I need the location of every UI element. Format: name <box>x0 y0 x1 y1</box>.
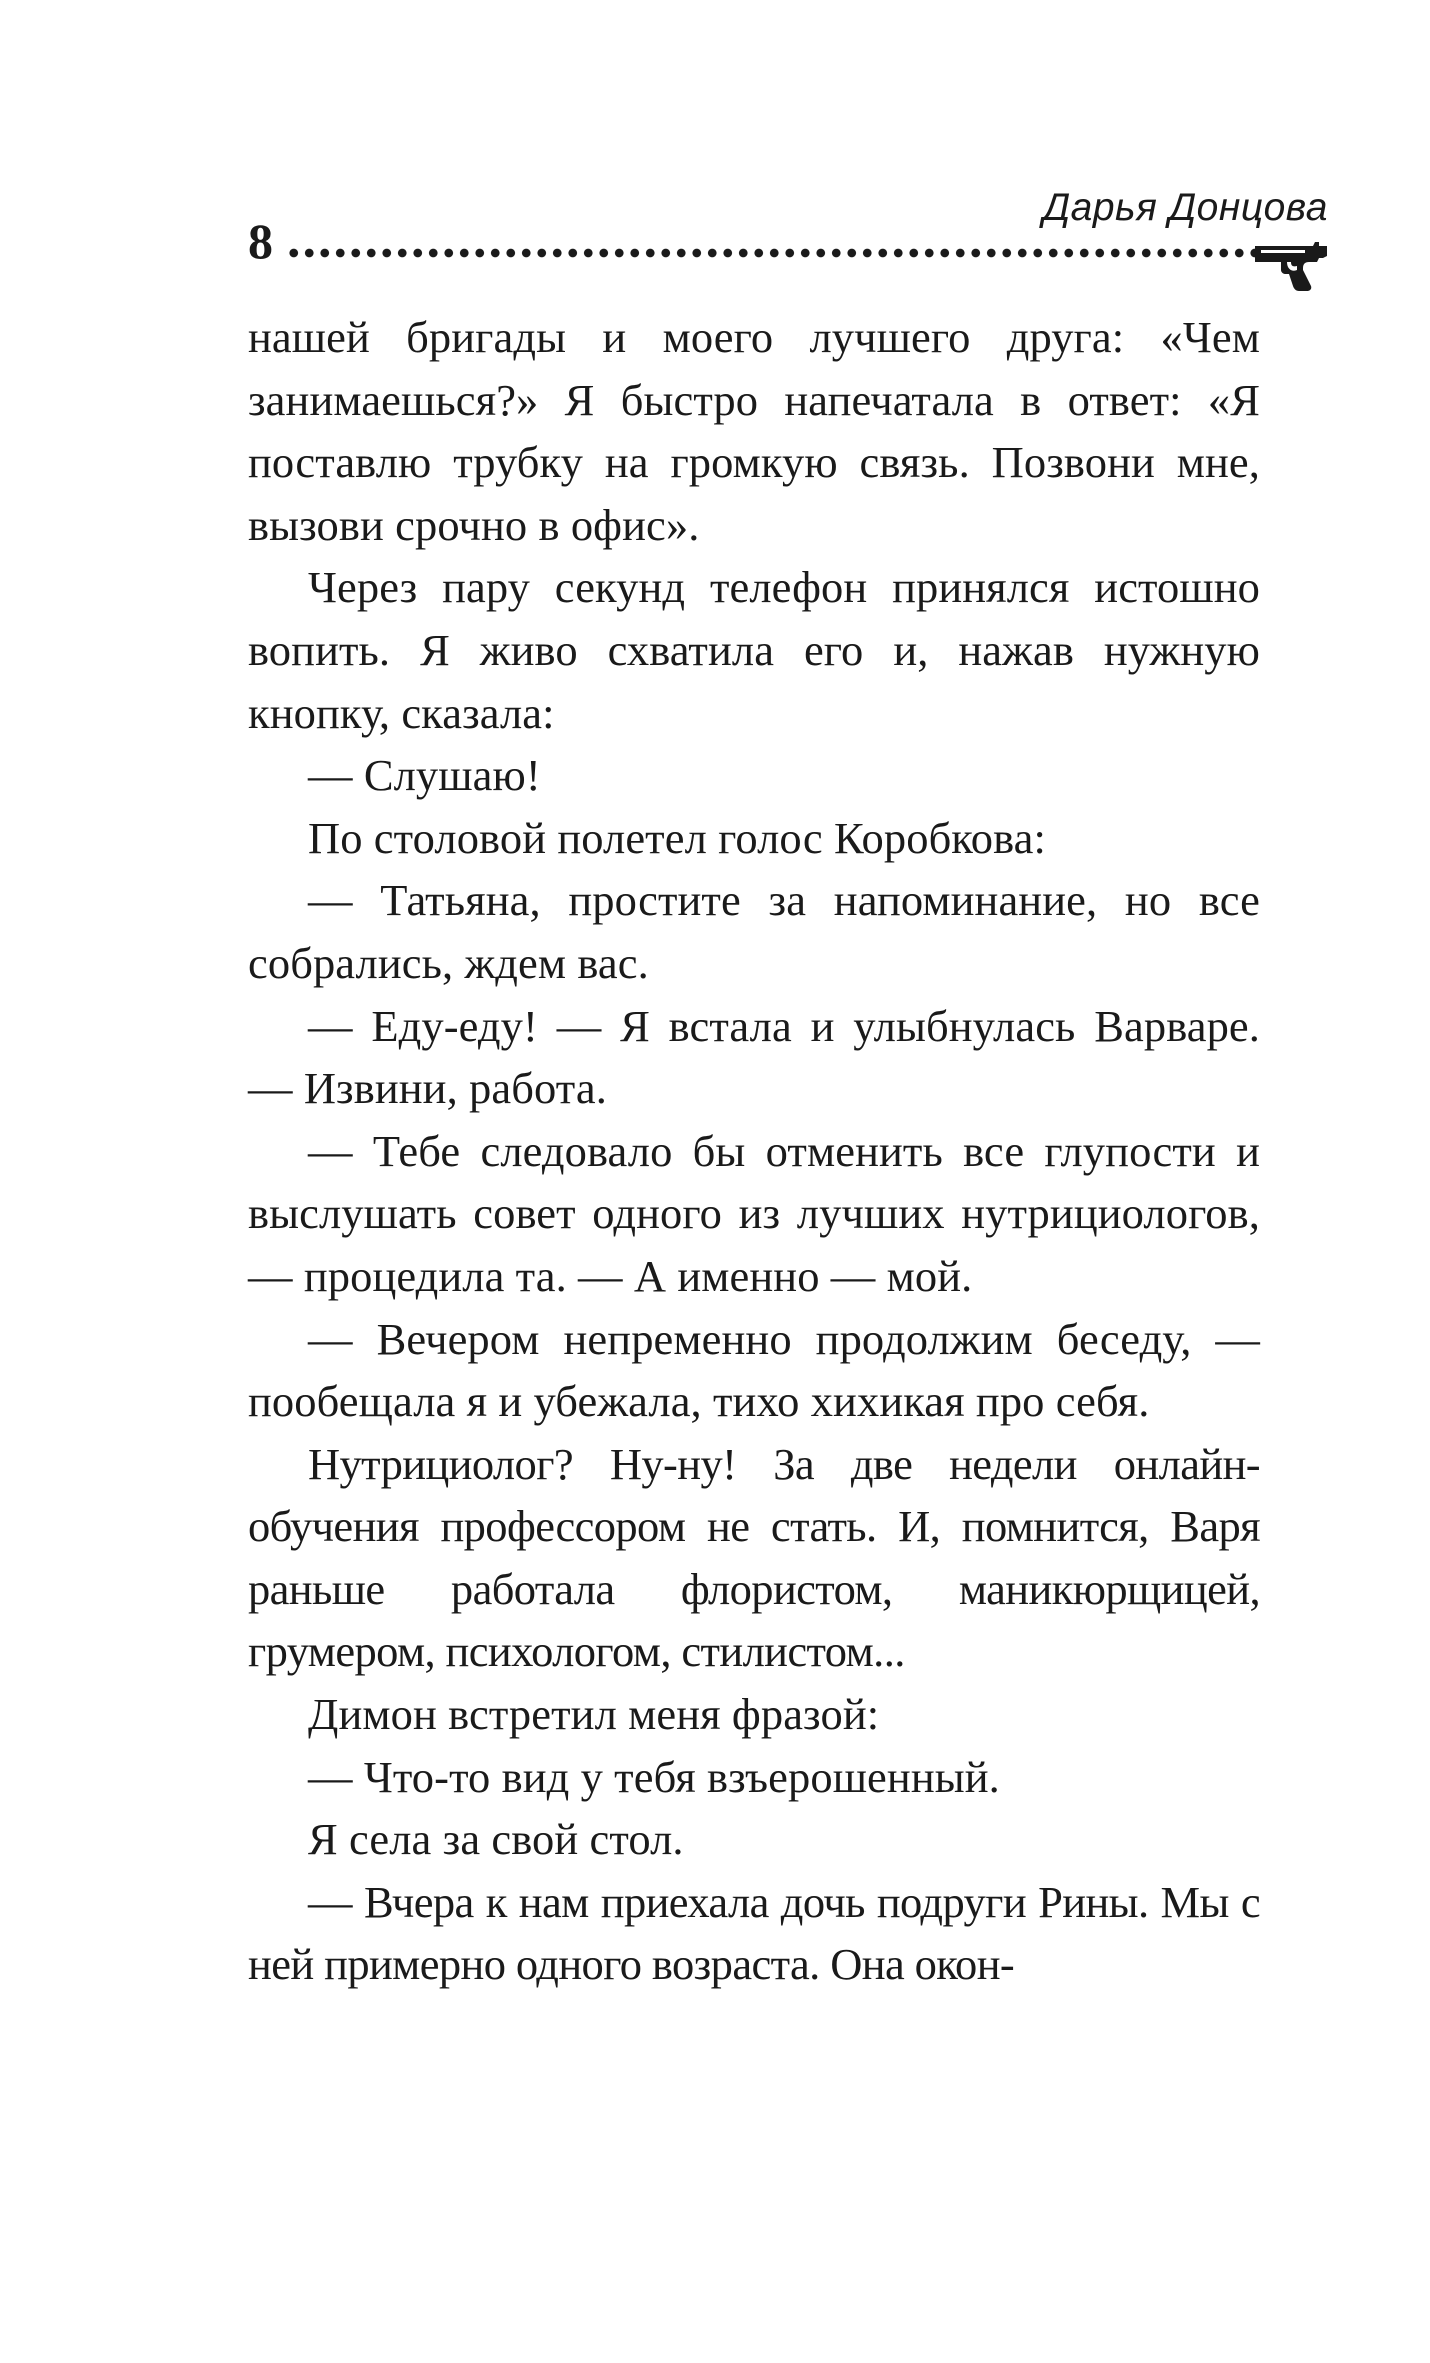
paragraph: — Слушаю! <box>308 750 541 801</box>
paragraph: — Вечером непременно продолжим беседу, — пообещала я и убежала, тихо хихикая про себя. <box>248 1313 1260 1427</box>
author-name: Дарья Донцова <box>1042 186 1328 229</box>
paragraph: — Что-то вид у тебя взъерошенный. <box>308 1751 1000 1802</box>
paragraph: нашей бригады и моего лучшего друга: «Чем занимаешься?» Я быстро напечатала в ответ: «Я поставлю трубку на громкую связь. Позвони мне, вызови срочно в офис». <box>248 312 1260 550</box>
running-header <box>248 188 1328 298</box>
paragraph: По столовой полетел голос Коробкова: <box>308 812 1046 863</box>
page-number: 8 <box>248 213 273 269</box>
paragraph: Через пару секунд телефон принялся истошно вопить. Я живо схватила его и, нажав нужную кнопку, сказала: <box>248 562 1260 738</box>
paragraph: — Вчера к нам приехала дочь подруги Рины. Мы с ней примерно одного возраста. Она окон- <box>248 1876 1260 1990</box>
paragraph: Я села за свой стол. <box>308 1814 684 1865</box>
paragraph: Димон встретил меня фразой: <box>308 1689 880 1740</box>
paragraph: Нутрициолог? Ну-ну! За две недели онлайн-обучения профессором не стать. И, помнится, Варя раньше работала флористом, маникюрщицей, грумером, психологом, стилистом... <box>248 1438 1260 1677</box>
paragraph: — Еду-еду! — Я встала и улыбнулась Варваре. — Извини, работа. <box>248 1000 1260 1114</box>
text-body <box>248 306 1260 1996</box>
dot-leader <box>286 246 1276 260</box>
paragraph: — Татьяна, простите за напоминание, но все собрались, ждем вас. <box>248 875 1260 988</box>
revolver-icon <box>1253 240 1331 292</box>
paragraph: — Тебе следовало бы отменить все глупости и выслушать совет одного из лучших нутрициологов, — процедила та. — А именно — мой. <box>248 1125 1260 1301</box>
